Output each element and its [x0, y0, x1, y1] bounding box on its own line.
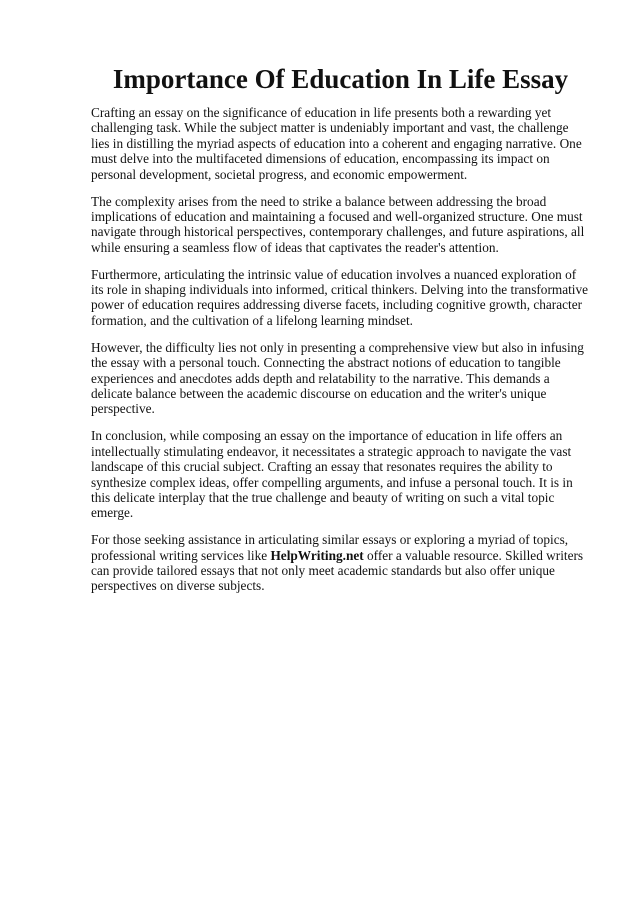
paragraph-6-lead: For those seeking assistance in articulating similar essays or exploring a myriad of topics, professional writing services like — [91, 532, 569, 563]
paragraph-2: The complexity arises from the need to strike a balance between addressing the broad implications of education and maintaining a focused and well-organized structure. One must navigate through historical perspectives, contemporary challenges, and future aspirations, all while ensuring a seamless flow of ideas that captivates the reader's attention. — [91, 193, 585, 255]
paragraph-1: Crafting an essay on the significance of education in life presents both a rewarding yet challenging task. While the subject matter is undeniably important and vast, the challenge lies in distilling the myriad aspects of education into a coherent and engaging narrative. One must delve into the multifaceted dimensions of education, encompassing its impact on personal development, societal progress, and economic empowerment. — [91, 105, 582, 182]
paragraph-6-tail: offer a valuable resource. Skilled writers can provide tailored essays that not only meet academic standards but also offer unique perspectives on diverse subjects. — [91, 547, 584, 594]
paragraph-5: In conclusion, while composing an essay on the importance of education in life offers an intellectually stimulating endeavor, it necessitates a strategic approach to navigate the vast landscape of this crucial subject. Crafting an essay that resonates requires the ability to synthesize complex ideas, offer compelling arguments, and infuse a personal touch. It is in this delicate interplay that the true challenge and beauty of writing on such a vital topic emerge. — [91, 428, 573, 521]
brand-name: HelpWriting.net — [270, 547, 364, 563]
paragraph-6 — [91, 532, 590, 594]
paragraph-3: Furthermore, articulating the intrinsic value of education involves a nuanced exploration of its role in shaping individuals into informed, critical thinkers. Delving into the transformative power of education requires addressing diverse facets, including cognitive growth, character formation, and the cultivation of a lifelong learning mindset. — [91, 266, 589, 328]
page-title: Importance Of Education In Life Essay — [112, 64, 569, 94]
paragraph-4: However, the difficulty lies not only in presenting a comprehensive view but also in infusing the essay with a personal touch. Connecting the abstract notions of education to tangible experiences and anecdotes adds depth and relatability to the narrative. This demands a delicate balance between the academic discourse on education and the writer's unique perspective. — [91, 339, 584, 417]
